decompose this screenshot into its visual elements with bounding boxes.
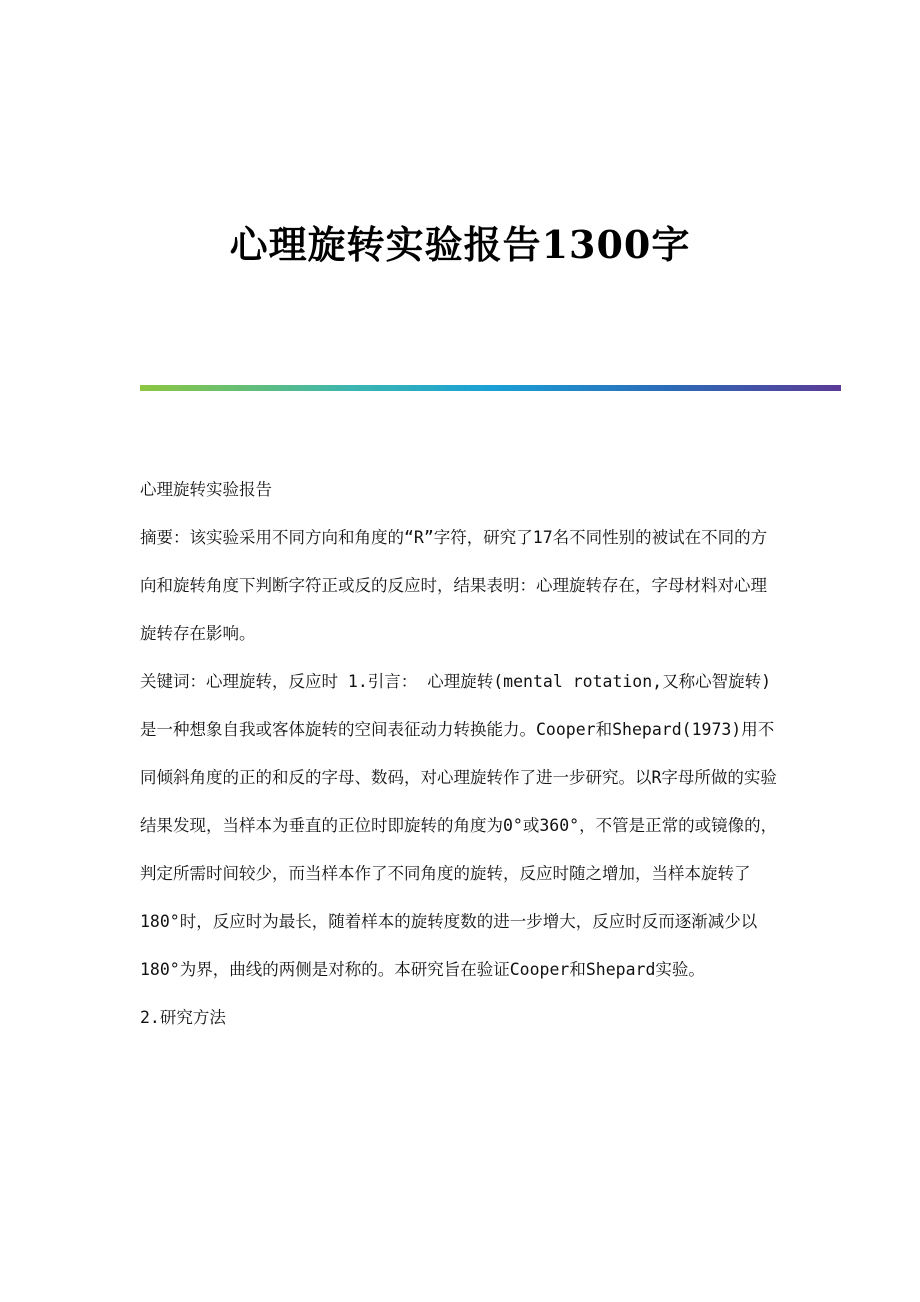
title-divider [140,385,841,391]
keywords-intro-paragraph: 关键词：心理旋转，反应时 1.引言： 心理旋转(mental rotation,又称心智旋转)是一种想象自我或客体旋转的空间表征动力转换能力。Cooper和Shepard(1973)用不同倾斜角度的正的和反的字母、数码，对心理旋转作了进一步研究。以R字母所做的实验结果发现，当样本为垂直的正位时即旋转的角度为0°或360°，不管是正常的或镜像的，判定所需时间较少，而当样本作了不同角度的旋转，反应时随之增加，当样本旋转了180°时，反应时为最长，随着样本的旋转度数的进一步增大，反应时反而逐渐减少以180°为界，曲线的两侧是对称的。本研究旨在验证Cooper和Shepard实验。 [140,672,778,979]
methods-heading: 2.研究方法 [140,1008,226,1027]
document-title: 心理旋转实验报告1300字 [229,222,691,267]
section-heading: 心理旋转实验报告 [140,480,272,499]
abstract-paragraph: 摘要：该实验采用不同方向和角度的“R”字符，研究了17名不同性别的被试在不同的方向和旋转角度下判断字符正或反的反应时，结果表明：心理旋转存在，字母材料对心理旋转存在影响。 [140,528,768,643]
document-body [140,466,780,1042]
